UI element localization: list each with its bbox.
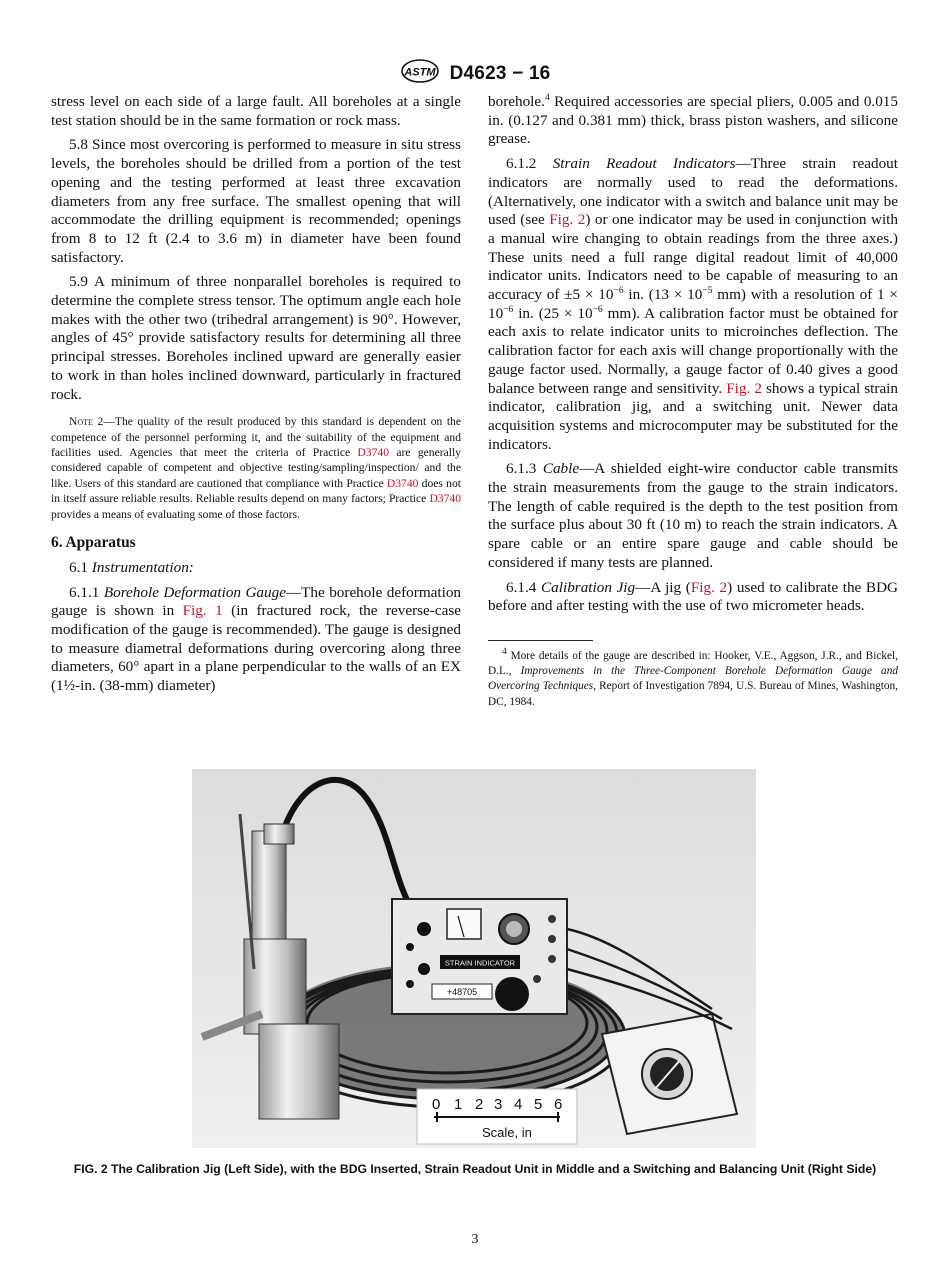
- para-number: 6.1.1: [69, 583, 104, 601]
- paragraph-continuation: [488, 93, 898, 149]
- note-2: [51, 414, 461, 522]
- para-title: Calibration Jig: [541, 578, 636, 596]
- paragraph-6-1-1: [51, 584, 461, 696]
- para-text: in. (13 × 10: [623, 286, 703, 304]
- paragraph-5-8: 5.8 Since most overcoring is performed to measure in situ stress levels, the boreholes should be drilled from a portion of the test opening and the testing performed at least three excavation diameters from any free surface. The smallest opening that will accommodate the drilling equipment is recommended; openings from 8 to 12 ft (2.4 to 3.6 m) in diameter have been found satisfactory.: [51, 136, 461, 266]
- page-header: [0, 58, 950, 89]
- strain-indicator-unit: [392, 899, 567, 1014]
- paragraph-6-1-4: [488, 579, 898, 616]
- para-text: mm) with a resolution of 1 × 10: [488, 286, 898, 322]
- footnote-text: , Report of Investigation 7894, U.S. Bureau of Mines, Washington, DC, 1984.: [488, 680, 899, 708]
- scale-number-6: 6: [554, 1096, 563, 1113]
- note-text: —The quality of the result produced by this standard is dependent on the competence of the personnel performing it, and the suitability of the equipment and facilities used. Agencies that meet the criteria of Practice: [51, 415, 461, 460]
- figure-caption: FIG. 2 The Calibration Jig (Left Side), with the BDG Inserted, Strain Readout Unit in Middle and a Switching and Balancing Unit (Right Side): [73, 1162, 877, 1176]
- astm-logo-text: ASTM: [404, 66, 436, 79]
- para-text: mm). A calibration factor must be obtained for each axis to relate indicator units to microinches deflection. The calibration factor for each axis will change proportionally with the gauge factor used. Normally, a gauge factor of 0.40 gives a good balance between range and sensitivity.: [488, 304, 899, 397]
- scale-number-3: 3: [494, 1096, 503, 1113]
- para-title: Borehole Deformation Gauge: [103, 583, 286, 601]
- page-number: 3: [471, 1232, 479, 1247]
- ref-d3740-link[interactable]: D3740: [386, 476, 419, 490]
- ref-fig2-link[interactable]: Fig. 2: [726, 379, 762, 397]
- note-label: Note 2: [69, 415, 104, 429]
- footnote-title: Improvements in the Three-Component Borehole Deformation Gauge and Overcoring Techniques: [488, 665, 898, 693]
- para-text: ) or one indicator may be used in conjunction with a manual wire changing to obtain readings from the three axes.) These units need a full range digital readout limit of 40,000 indicator units. Indicators need to be capable of measuring to an accuracy of ±5 × 10: [488, 211, 898, 304]
- para-text: borehole.: [488, 93, 545, 110]
- paragraph-continuation: stress level on each side of a large fault. All boreholes at a single test station should be in the same formation or rock mass.: [51, 93, 461, 129]
- figure-2-illustration: [192, 769, 756, 1148]
- note-text: does not in itself assure reliable results. Reliable results depend on many factors; Practice: [51, 476, 461, 506]
- astm-logo: [400, 58, 440, 89]
- para-text: —A jig (: [635, 578, 691, 596]
- scale-number-4: 4: [514, 1096, 523, 1113]
- scale-number-2: 2: [475, 1096, 484, 1113]
- scale-label: Scale, in: [482, 1125, 532, 1140]
- exponent: −6: [503, 304, 514, 315]
- standard-designation: D4623 − 16: [449, 62, 551, 84]
- footnote-ref[interactable]: 4: [544, 92, 550, 103]
- note-text: are generally considered capable of competent and objective testing/sampling/inspection/ and the like. Users of this standard are cautioned that compliance with Practice: [51, 446, 461, 490]
- footnote-text: More details of the gauge are described in: Hooker, V.E., Aggson, J.R., and Bickel, D.L.,: [488, 649, 898, 678]
- exponent: −6: [613, 285, 624, 296]
- para-text: (in fractured rock, the reverse-case modification of the gauge is recommended). The gauge is designed to measure diametral deformations during overcoring along three diameters, 60° apart in a plane perpendicular to the walls of an EX (1½-in. (38-mm) diameter): [51, 602, 461, 695]
- para-number: 6.1: [69, 558, 92, 576]
- footnote-divider: [488, 640, 593, 641]
- para-text: ) used to calibrate the BDG before and after testing with the use of two micrometer heads.: [488, 578, 899, 615]
- footnote-4: [488, 649, 898, 710]
- para-number: 6.1.3: [506, 460, 543, 478]
- ref-fig1-link[interactable]: Fig. 1: [182, 602, 223, 620]
- para-number: 6.1.4: [506, 578, 542, 596]
- para-text: Required accessories are special pliers, 0.005 and 0.015 in. (0.127 and 0.381 mm) thick, brass piston washers, and silicone grease.: [488, 93, 898, 148]
- paragraph-6-1-3: [488, 460, 898, 572]
- note-text: provides a means of evaluating some of those factors.: [51, 507, 300, 521]
- footnote-mark: 4: [502, 647, 507, 658]
- exponent: −6: [592, 304, 603, 315]
- paragraph-5-9: 5.9 A minimum of three nonparallel boreholes is required to determine the complete stress tensor. The optimum angle each hole makes with the other two (trihedral arrangement) is 90°. However, angles of 45° provide satisfactory results for determining all three principal stresses. Boreholes inclined upward are generally easier to work in than holes inclined downward, particularly in fractured rock.: [51, 273, 461, 403]
- left-column: [51, 93, 461, 702]
- para-title: Cable: [542, 460, 580, 478]
- switching-balancing-unit: [602, 1014, 737, 1134]
- para-title: Instrumentation:: [91, 558, 194, 576]
- para-text: —A shielded eight-wire conductor cable transmits the strain measurements from the gauge to the strain indicators. The length of cable required is the depth to the test position from the surface plus about 30 ft (10 m) to reach the strain indicators. A spare cable or an entire spare gauge and cable should be considered if many tests are planned.: [488, 460, 899, 571]
- para-text: —Three strain readout indicators are normally used to read the deformations. (Alternatively, one indicator with a switch and balance unit may be used (see: [488, 155, 898, 229]
- figure-2-photo: [192, 769, 756, 1148]
- paragraph-6-1-2: [488, 155, 898, 454]
- para-text: in. (25 × 10: [513, 304, 593, 322]
- paragraph-6-1: [51, 559, 461, 578]
- scale-number-0: 0: [432, 1096, 441, 1113]
- section-heading-apparatus: 6. Apparatus: [51, 534, 136, 552]
- ref-d3740-link[interactable]: D3740: [357, 446, 390, 460]
- panel-label: STRAIN INDICATOR: [444, 958, 516, 968]
- exponent: −5: [702, 285, 713, 296]
- digital-display-value: +48705: [446, 987, 478, 997]
- right-column: [488, 93, 898, 716]
- scale-number-1: 1: [454, 1096, 463, 1113]
- ref-d3740-link[interactable]: D3740: [429, 492, 461, 506]
- scale-number-5: 5: [534, 1096, 543, 1113]
- ref-fig2-link[interactable]: Fig. 2: [690, 578, 728, 596]
- para-number: 6.1.2: [506, 155, 553, 173]
- para-text: —The borehole deformation gauge is shown in: [51, 583, 462, 620]
- para-text: shows a typical strain indicator, calibration jig, and a switching unit. Newer data acquisition systems and microcomputer may be substituted for the indicators.: [488, 379, 898, 453]
- ref-fig2-link[interactable]: Fig. 2: [549, 211, 586, 229]
- para-title: Strain Readout Indicators: [552, 155, 736, 173]
- scale-bar: [417, 1089, 577, 1144]
